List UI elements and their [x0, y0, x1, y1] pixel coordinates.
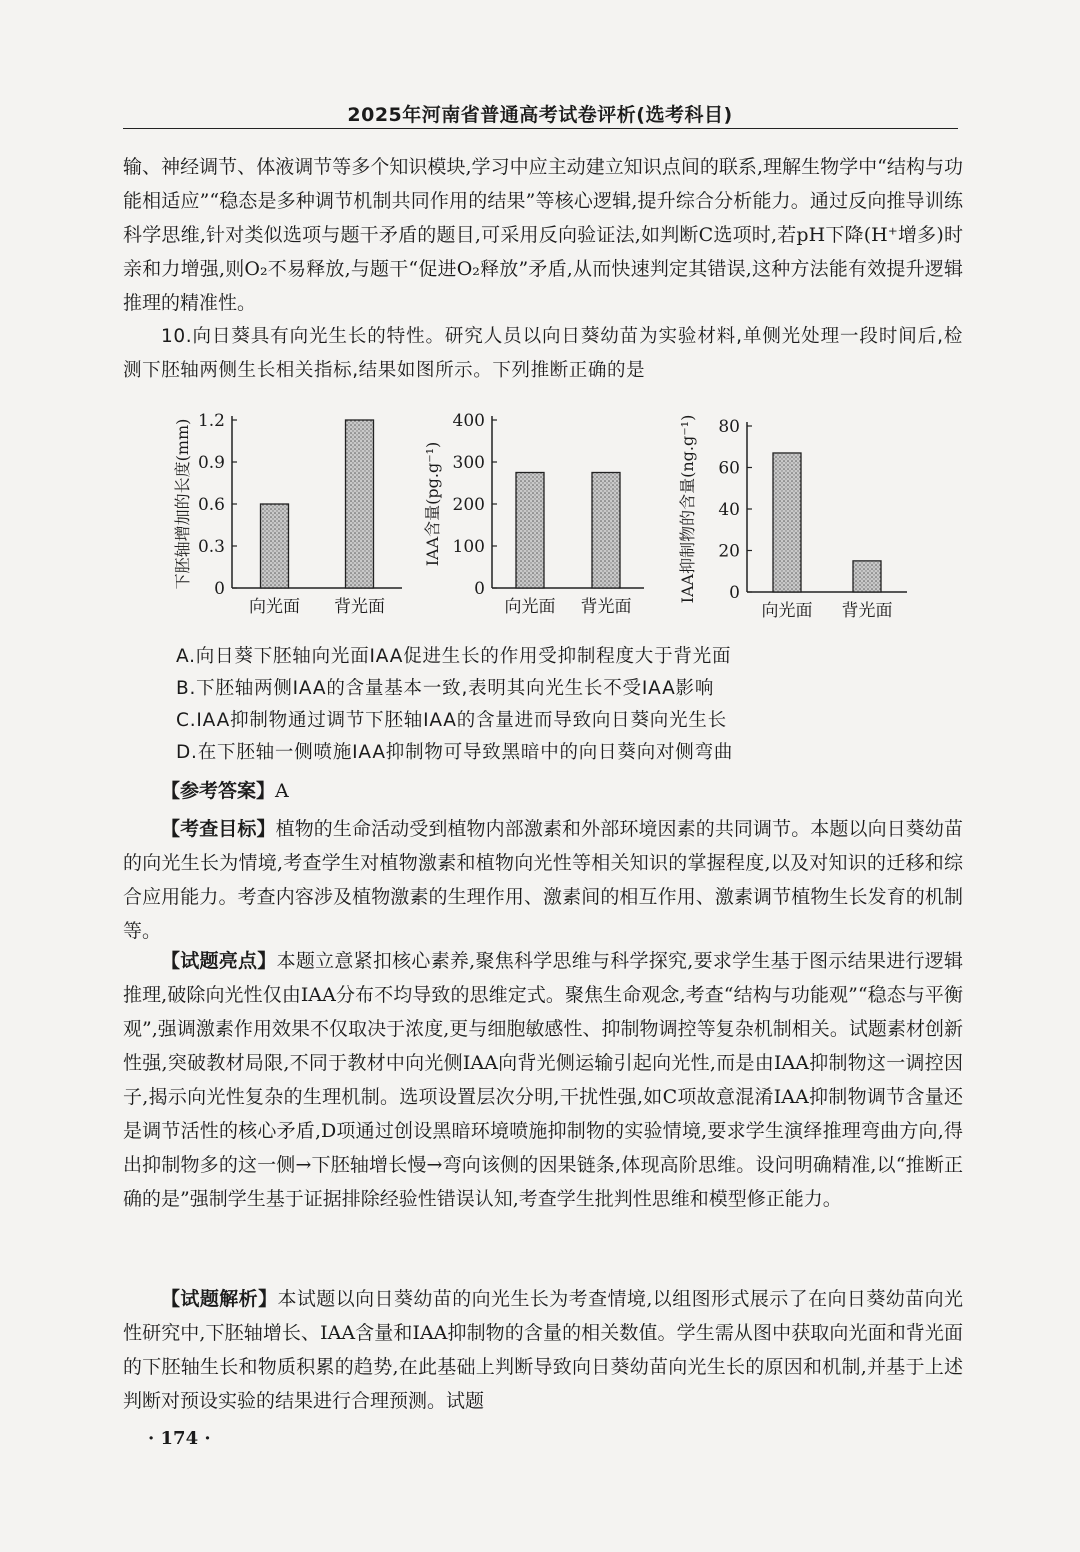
x-category-label: 背光面	[580, 597, 632, 617]
answer-label: 【参考答案】	[161, 780, 276, 802]
intro-paragraph: 输、神经调节、体液调节等多个知识模块,学习中应主动建立知识点间的联系,理解生物学中“结构与功能相适应”“稳态是多种调节机制共同作用的结果”等核心逻辑,提升综合分析能力。通过反向推导训练科学思维,针对类似选项与题干矛盾的题目,可采用反向验证法,如判断C选项时,若pH下降(H⁺增多)时亲和力增强,则O₂不易释放,与题干“促进O₂释放”矛盾,从而快速判定其错误,这种方法能有效提升逻辑推理的精准性。	[123, 156, 963, 314]
y-tick-label: 100	[452, 537, 485, 557]
y-tick-label: 60	[718, 458, 740, 479]
bar-sunlit-side	[516, 473, 544, 589]
chart-svg-2	[675, 400, 925, 630]
chart-svg-0	[170, 400, 420, 630]
y-tick-label: 400	[452, 411, 485, 431]
option-c: C.IAA抑制物通过调节下胚轴IAA的含量进而导致向日葵向光生长	[176, 710, 727, 731]
answer-line	[123, 774, 963, 808]
y-tick-label: 20	[718, 541, 740, 562]
y-tick-label: 80	[718, 417, 740, 437]
y-tick-label: 0	[214, 579, 225, 599]
option-b: B.下胚轴两侧IAA的含量基本一致,表明其向光生长不受IAA影响	[176, 678, 715, 699]
y-tick-label: 0	[474, 579, 485, 599]
section-highlights-text: 本题立意紧扣核心素养,聚焦科学思维与科学探究,要求学生基于图示结果进行逻辑推理,破除向光性仅由IAA分布不均导致的思维定式。聚焦生命观念,考查“结构与功能观”“稳态与平衡观”,强调激素作用效果不仅取决于浓度,更与细胞敏感性、抑制物调控等复杂机制相关。试题素材创新性强,突破教材局限,不同于教材中向光侧IAA向背光侧运输引起向光性,而是由IAA抑制物这一调控因子,揭示向光性复杂的生理机制。选项设置层次分明,干扰性强,如C项故意混淆IAA抑制物调节含量还是调节活性的核心矛盾,D项通过创设黑暗环境喷施抑制物的实验情境,要求学生演绎推理弯曲方向,得出抑制物多的这一侧→下胚轴增长慢→弯向该侧的因果链条,体现高阶思维。设问明确精准,以“推断正确的是”强制学生基于证据排除经验性错误认知,考查学生批判性思维和模型修正能力。	[123, 950, 963, 1210]
header-rule	[123, 128, 958, 129]
option-a: A.向日葵下胚轴向光面IAA促进生长的作用受抑制程度大于背光面	[176, 646, 732, 667]
x-category-label: 向光面	[504, 597, 556, 617]
chart-iaa-inhibitor	[675, 400, 925, 634]
y-tick-label: 40	[718, 500, 740, 520]
x-category-label: 背光面	[334, 597, 385, 617]
y-tick-label: 0	[729, 583, 740, 603]
x-category-label: 背光面	[841, 601, 893, 621]
y-tick-label: 300	[452, 453, 485, 473]
chart-hypocotyl-length	[170, 400, 420, 634]
y-tick-label: 0.3	[197, 537, 225, 557]
section-analysis-label: 【试题解析】	[161, 1288, 278, 1310]
y-tick-label: 0.9	[197, 453, 225, 473]
y-axis-title: IAA含量(pg.g⁻¹)	[423, 441, 442, 567]
page-header-title: 2025年河南省普通高考试卷评析(选考科目)	[347, 104, 733, 126]
bar-sunlit-side	[261, 504, 289, 588]
y-tick-label: 1.2	[197, 411, 225, 431]
section-objective-text: 植物的生命活动受到植物内部激素和外部环境因素的共同调节。本题以向日葵幼苗的向光生长为情境,考查学生对植物激素和植物向光性等相关知识的掌握程度,以及对知识的迁移和综合应用能力。考查内容涉及植物激素的生理作用、激素间的相互作用、激素调节植物生长发育的机制等。	[123, 818, 963, 942]
section-analysis	[123, 1282, 963, 1418]
x-category-label: 向光面	[249, 597, 300, 617]
section-objective-label: 【考查目标】	[161, 818, 276, 840]
option-d: D.在下胚轴一侧喷施IAA抑制物可导致黑暗中的向日葵向对侧弯曲	[176, 742, 734, 763]
section-highlights-label: 【试题亮点】	[161, 950, 277, 972]
section-highlights	[123, 944, 963, 1216]
answer-value: A	[275, 780, 289, 802]
chart-iaa-content	[420, 400, 670, 634]
y-axis-title: 下胚轴增加的长度(mm)	[173, 418, 192, 590]
question-stem: 10.向日葵具有向光生长的特性。研究人员以向日葵幼苗为实验材料,单侧光处理一段时间后,检测下胚轴两侧生长相关指标,结果如图所示。下列推断正确的是	[123, 326, 963, 381]
section-analysis-text: 本试题以向日葵幼苗的向光生长为考查情境,以组图形式展示了在向日葵幼苗向光性研究中,下胚轴增长、IAA含量和IAA抑制物的含量的相关数值。学生需从图中获取向光面和背光面的下胚轴生长和物质积累的趋势,在此基础上判断导致向日葵幼苗向光生长的原因和机制,并基于上述判断对预设实验的结果进行合理预测。试题	[123, 1288, 963, 1412]
bar-shaded-side	[346, 420, 374, 588]
chart-svg-1	[420, 400, 670, 630]
y-axis-title: IAA抑制物的含量(ng.g⁻¹)	[678, 414, 697, 604]
bar-shaded-side	[853, 561, 881, 592]
x-category-label: 向光面	[761, 601, 813, 621]
y-tick-label: 200	[452, 495, 485, 515]
bar-shaded-side	[592, 473, 620, 589]
bar-sunlit-side	[773, 453, 801, 592]
page-number: · 174 ·	[148, 1428, 211, 1449]
section-objective	[123, 812, 963, 948]
y-tick-label: 0.6	[197, 495, 225, 515]
